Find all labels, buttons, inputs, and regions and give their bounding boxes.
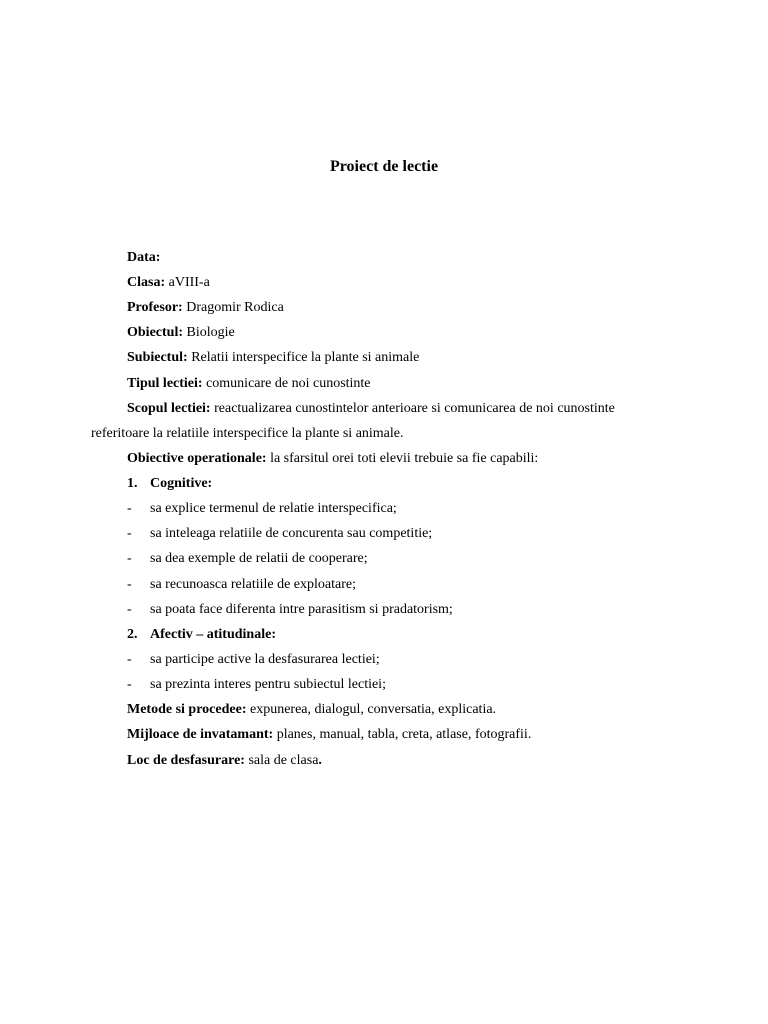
- field-subiectul: [127, 349, 419, 367]
- dash-marker: -: [127, 677, 132, 692]
- list-item-text: sa recunoasca relatiile de exploatare;: [150, 577, 356, 592]
- field-label: Mijloace de invatamant:: [127, 727, 274, 742]
- section-heading: Cognitive:: [150, 476, 213, 491]
- list-item-text: sa participe active la desfasurarea lectiei;: [150, 652, 380, 667]
- field-value: sala de clasa: [248, 753, 319, 768]
- field-clasa: [127, 274, 210, 292]
- field-profesor: [127, 299, 284, 317]
- list-item-text: sa dea exemple de relatii de cooperare;: [150, 551, 368, 566]
- list-item-text: sa inteleaga relatiile de concurenta sau competitie;: [150, 526, 433, 541]
- field-label: Scopul lectiei:: [127, 401, 211, 416]
- field-label: Obiectul:: [127, 325, 183, 340]
- field-suffix: .: [318, 753, 322, 768]
- field-tipul-lectiei: [127, 375, 371, 393]
- list-item-text: sa explice termenul de relatie interspecifica;: [150, 501, 397, 516]
- field-label: Subiectul:: [127, 350, 188, 365]
- field-label: Tipul lectiei:: [127, 376, 203, 391]
- field-label: Obiective operationale:: [127, 451, 267, 466]
- field-value: reactualizarea cunostintelor anterioare si comunicarea de noi cunostinte: [214, 401, 615, 416]
- dash-marker: -: [127, 652, 132, 667]
- field-obiective-operationale: [127, 450, 538, 468]
- field-value: comunicare de noi cunostinte: [206, 376, 371, 391]
- field-value: Relatii interspecifice la plante si animale: [191, 350, 420, 365]
- scop-continuation: referitoare la relatiile interspecifice la plante si animale.: [91, 426, 404, 441]
- section-afectiv-heading: [127, 626, 276, 644]
- dash-marker: -: [127, 551, 132, 566]
- section-number: 2.: [127, 627, 138, 642]
- section-number: 1.: [127, 476, 138, 491]
- field-value: planes, manual, tabla, creta, atlase, fotografii.: [276, 727, 532, 742]
- list-item: [127, 525, 432, 543]
- list-item: [127, 576, 356, 594]
- field-value: Biologie: [186, 325, 235, 340]
- field-value: la sfarsitul orei toti elevii trebuie sa fie capabili:: [270, 451, 539, 466]
- list-item: [127, 651, 380, 669]
- list-item-text: sa poata face diferenta intre parasitism si pradatorism;: [150, 602, 453, 617]
- list-item: [127, 676, 386, 694]
- list-item: [127, 500, 397, 518]
- dash-marker: -: [127, 501, 132, 516]
- field-label: Clasa:: [127, 275, 166, 290]
- field-value: aVIII-a: [168, 275, 210, 290]
- document-title: Proiect de lectie: [329, 158, 439, 175]
- dash-marker: -: [127, 526, 132, 541]
- field-obiectul: [127, 324, 235, 342]
- field-scopul-lectiei: [127, 400, 615, 418]
- field-label: Profesor:: [127, 300, 183, 315]
- field-label: Metode si procedee:: [127, 702, 247, 717]
- list-item: [127, 601, 453, 619]
- field-loc-desfasurare: [127, 752, 322, 770]
- dash-marker: -: [127, 577, 132, 592]
- field-value: Dragomir Rodica: [186, 300, 284, 315]
- list-item-text: sa prezinta interes pentru subiectul lectiei;: [150, 677, 386, 692]
- field-value: expunerea, dialogul, conversatia, explicatia.: [249, 702, 497, 717]
- list-item: [127, 550, 368, 568]
- field-mijloace-invatamant: [127, 726, 531, 744]
- section-cognitive-heading: [127, 475, 212, 493]
- field-label: Loc de desfasurare:: [127, 753, 245, 768]
- field-metode-procedee: [127, 701, 496, 719]
- dash-marker: -: [127, 602, 132, 617]
- field-data: [127, 249, 160, 267]
- section-heading: Afectiv – atitudinale:: [150, 627, 276, 642]
- field-label: Data:: [127, 250, 161, 265]
